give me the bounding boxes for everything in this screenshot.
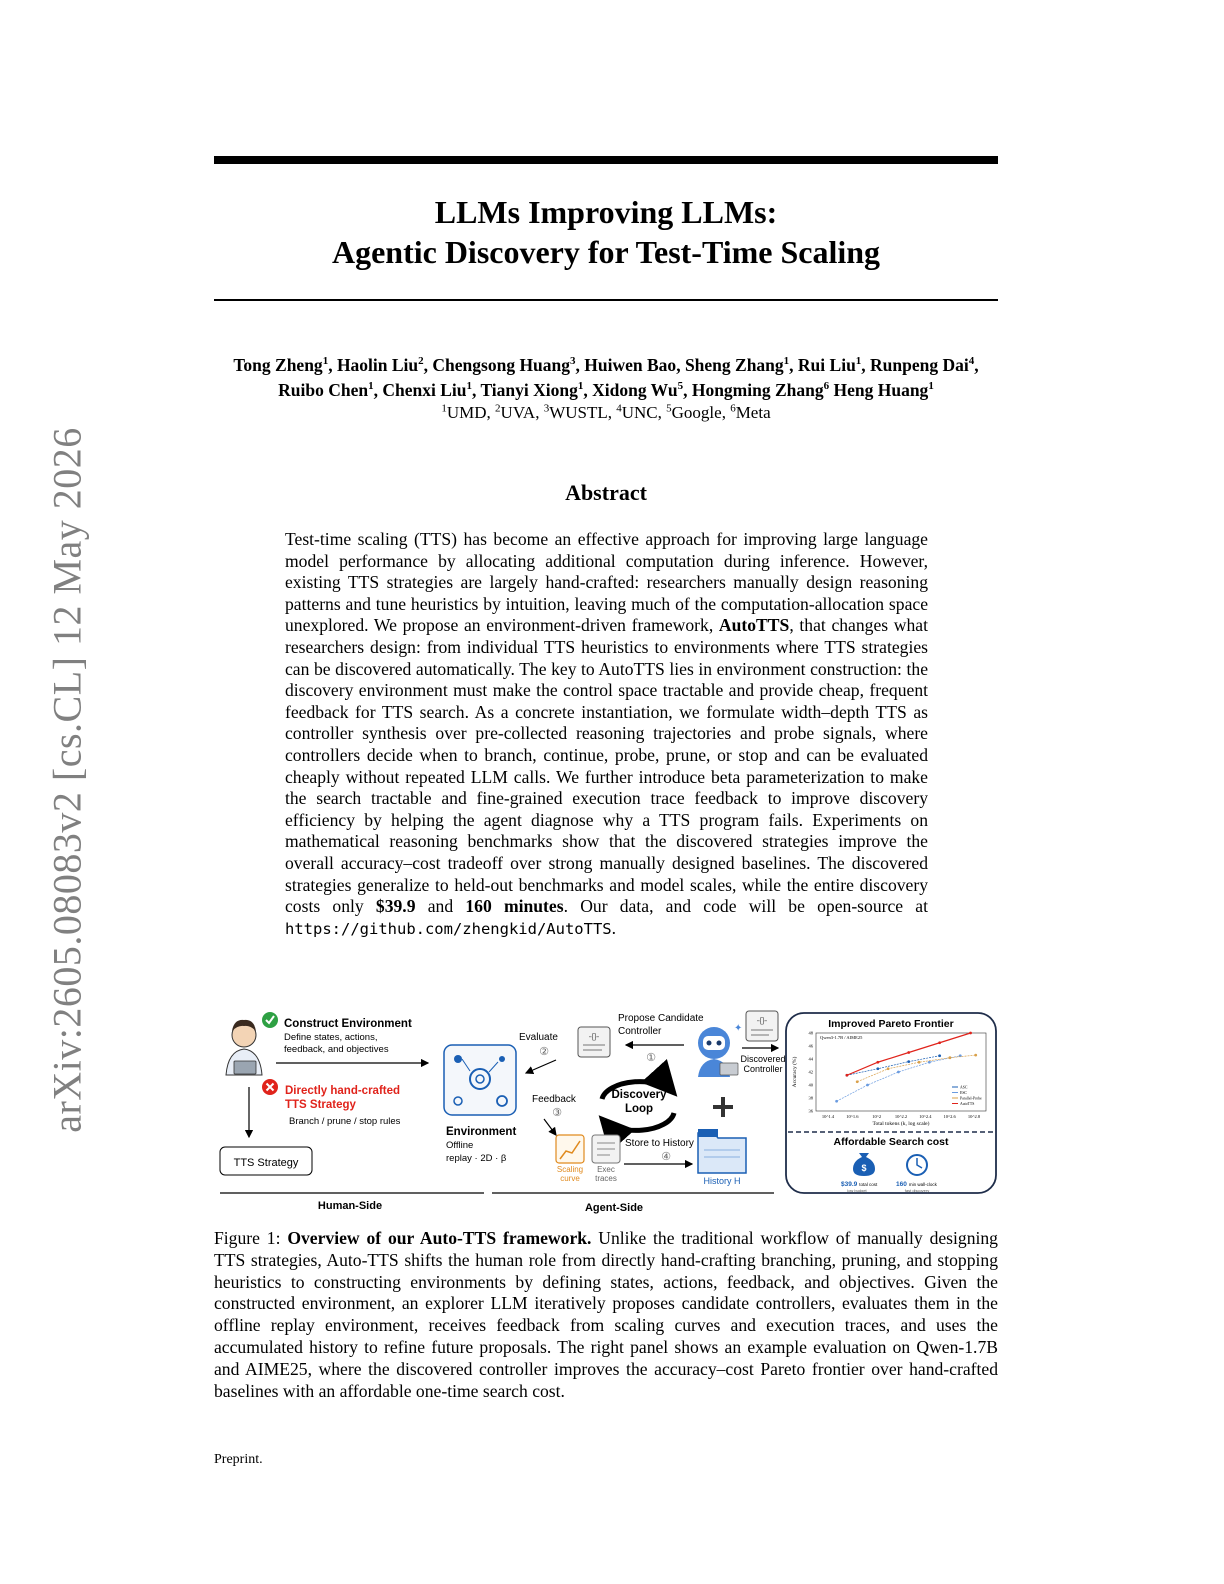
author-name: Huiwen Bao	[584, 355, 677, 375]
chart-data-point	[938, 1041, 941, 1044]
author-name: Sheng Zhang	[684, 355, 784, 375]
author-affiliation-marker: 1	[368, 380, 374, 393]
author-list: Tong Zheng$^1$, Haolin Liu$^2$, Chengsong Huang$^3$, Huiwen Bao, Sheng Zhang$^1$, Rui Liu$^1$, Runpeng Dai$^4$, Ruibo Chen$^1$, Chenxi Liu$^1$, Tianyi Xiong$^1$, Xidong Wu$^5$, Hongming Zhang$^6$ Heng Huang$^1$	[233, 355, 979, 400]
chart-data-point	[846, 1074, 849, 1077]
discovery-loop-label-1: Discovery	[611, 1089, 667, 1101]
chart-data-point	[974, 1054, 977, 1057]
evaluate-arrow	[526, 1060, 556, 1073]
author-affiliation-marker: 1	[855, 355, 862, 368]
paper-title	[214, 192, 998, 272]
environment-sub-2: replay · 2D · β	[446, 1153, 507, 1164]
chart-legend-label: AutoTTS	[960, 1102, 975, 1106]
abstract-heading: Abstract	[565, 480, 647, 505]
handcrafted-line-2: TTS Strategy	[285, 1099, 356, 1111]
time-sub: fast discovery	[904, 1188, 930, 1193]
abstract-text: Test-time scaling (TTS) has become an effective approach for improving large language model performance by allocating additional computation during inference. However, existing TTS strategies are largely hand-crafted: researchers manually design reasoning patterns and tune heuristics by intuition, leaving much of the computation-allocation space unexplored. We propose an environment-driven framework,	[285, 529, 928, 636]
author-affiliation-marker: 1	[322, 355, 329, 368]
discovered-label-1: Discovered	[740, 1054, 786, 1064]
chart-ytick-label: 38	[808, 1095, 813, 1101]
candidate-code-icon	[578, 1027, 610, 1057]
affiliation-number: 2	[495, 402, 501, 415]
abstract-body	[285, 529, 928, 940]
chart-data-point	[866, 1084, 869, 1087]
author-affiliation-marker: 5	[677, 380, 684, 393]
affiliation-number: 3	[543, 402, 550, 415]
author-name: Chengsong Huang	[432, 355, 571, 375]
cross-icon	[262, 1079, 278, 1095]
chart-ytick-label: 40	[808, 1082, 813, 1088]
author-affiliation-marker: 6	[823, 380, 830, 393]
cost-emphasis: $39.9	[375, 896, 416, 917]
github-link[interactable]: https://github.com/zhengkid/AutoTTS	[285, 919, 612, 938]
history-label: History H	[703, 1176, 741, 1186]
chart-ytick-label: 36	[808, 1108, 813, 1114]
chart-data-point	[918, 1061, 921, 1064]
cost-line	[841, 1181, 878, 1188]
researcher-avatar-icon	[226, 1020, 262, 1075]
caption-bold: Overview of our Auto-TTS framework.	[287, 1228, 592, 1248]
step-2-marker: ②	[539, 1046, 549, 1058]
construct-env-sub-2: feedback, and objectives	[284, 1044, 389, 1055]
affiliation-list: $^1$UMD, $^2$UVA, $^3$WUSTL, $^4$UNC, $^5$Google, $^6$Meta	[441, 402, 771, 422]
affiliation-name: UMD	[446, 403, 487, 422]
author-affiliation-marker: 1	[783, 355, 790, 368]
chart-xlabel: Total tokens (k, log scale)	[872, 1121, 930, 1127]
clock-icon	[907, 1155, 927, 1175]
chart-xtick-label: 10^2.2	[894, 1114, 908, 1119]
exec-traces-label-1: Exec	[597, 1165, 615, 1174]
author-affiliation-marker: 1	[466, 380, 473, 393]
figure-1	[214, 1005, 998, 1220]
author-name: Xidong Wu	[592, 380, 678, 400]
footer-preprint: Preprint.	[214, 1452, 263, 1467]
author-name: Tong Zheng	[233, 355, 323, 375]
figure-caption	[214, 1228, 998, 1402]
author-affiliation-marker: 2	[418, 355, 424, 368]
title-bottom-rule	[214, 299, 998, 301]
environment-icon	[444, 1045, 516, 1115]
scaling-curve-label-2: curve	[560, 1174, 580, 1183]
affiliation-name: WUSTL	[549, 403, 608, 422]
svg-text:$: $	[861, 1163, 867, 1173]
chart-ylabel: Accuracy (%)	[792, 1056, 798, 1088]
construct-env-title: Construct Environment	[284, 1018, 412, 1030]
time-line	[896, 1181, 938, 1188]
discovered-label-2: Controller	[743, 1064, 783, 1074]
handcrafted-line-1: Directly hand-crafted	[285, 1085, 401, 1097]
chart-data-point	[897, 1071, 900, 1074]
figure-1-diagram	[214, 1005, 998, 1220]
chart-legend-label: ASC	[960, 1085, 968, 1090]
chart-data-point	[969, 1032, 972, 1035]
chart-legend-label: ESC	[960, 1091, 967, 1095]
chart-data-point	[887, 1067, 890, 1070]
affiliation-name: Google	[671, 403, 722, 422]
author-name: Ruibo Chen	[278, 380, 369, 400]
affiliation-number: 6	[730, 402, 736, 415]
tts-strategy-label: TTS Strategy	[233, 1157, 299, 1169]
author-name: Tianyi Xiong	[480, 380, 578, 400]
exec-traces-label-2: traces	[595, 1174, 617, 1183]
plus-icon	[713, 1097, 733, 1117]
chart-data-point	[907, 1051, 910, 1054]
environment-title: Environment	[446, 1126, 517, 1138]
step-3-marker: ③	[552, 1107, 562, 1119]
author-affiliation-marker: 1	[577, 380, 584, 393]
author-affiliation-marker: 1	[928, 380, 934, 393]
chart-legend-label: Parallel-Probe	[960, 1096, 982, 1101]
store-history-label: Store to History	[625, 1138, 694, 1149]
exec-traces-icon	[592, 1135, 620, 1163]
author-affiliation-marker: 3	[570, 355, 576, 368]
svg-text:✦: ✦	[734, 1023, 743, 1034]
affiliation-name: UNC	[621, 403, 658, 422]
chart-data-point	[876, 1061, 879, 1064]
chart-ytick-label: 42	[808, 1069, 813, 1075]
chart-data-point	[928, 1061, 931, 1064]
title-line-2: Agentic Discovery for Test-Time Scaling	[331, 234, 881, 270]
chart-xtick-label: 10^2.8	[967, 1114, 981, 1119]
robot-agent-icon	[698, 1023, 742, 1077]
author-name: Rui Liu	[797, 355, 856, 375]
caption-text: Unlike the traditional workflow of manually designing TTS strategies, Auto-TTS shifts the human role from directly hand-crafting branching, pruning, and stopping heuristics to constructing environments by defining states, actions, feedback, and objectives. Given the constructed environment, an explorer LLM iteratively proposes candidate controllers, evaluates them in the offline replay environment, receives feedback from scaling curves and execution traces, and uses the accumulated history to refine future proposals. The right panel shows an example evaluation on Qwen-1.7B and AIME25, where the discovered controller improves the accuracy–cost Pareto frontier over hand-crafted baselines with an affordable one-time search cost.	[214, 1228, 998, 1401]
title-top-rule	[214, 156, 998, 164]
cost-sub: low budget	[847, 1188, 867, 1193]
step-1-marker: ①	[646, 1052, 656, 1064]
time-value: 160	[896, 1181, 907, 1188]
time-emphasis: 160 minutes	[465, 896, 564, 917]
autotts-emphasis: AutoTTS	[718, 615, 790, 636]
caption-label: Figure 1:	[214, 1228, 288, 1248]
abstract-text: . Our data, and code will be open-source at	[563, 896, 929, 917]
cost-label: total cost	[859, 1182, 878, 1187]
construct-env-sub-1: Define states, actions,	[284, 1032, 378, 1043]
author-name: Haolin Liu	[336, 355, 419, 375]
scaling-curve-label-1: Scaling	[556, 1165, 584, 1174]
affiliation-number: 1	[441, 402, 447, 415]
abstract-text: .	[611, 917, 617, 938]
chart-data-point	[835, 1100, 838, 1103]
chart-data-point	[856, 1080, 859, 1083]
svg-text:-{}-: -{}-	[588, 1032, 600, 1041]
chart-xtick-label: 10^2.4	[919, 1114, 932, 1119]
chart-data-point	[876, 1067, 879, 1070]
author-name: Heng Huang	[833, 380, 929, 400]
chart-xtick-label: 10^1.4	[821, 1114, 835, 1119]
environment-sub-1: Offline	[446, 1140, 474, 1151]
abstract-text: , that changes what researchers design: from individual TTS heuristics to environments where TTS strategies can be discovered automatically. The key to AutoTTS lies in environment construction: the discovery environment must make the control space tractable and provide cheap, frequent feedback for TTS search. As a concrete instantiation, we formulate width–depth TTS as controller synthesis over pre-collected reasoning trajectories and probe signals, where controllers decide when to branch, continue, probe, prune, or stop and can be evaluated cheaply without repeated LLM calls. We further introduce beta parameterization to make the search tractable and fine-grained execution trace feedback to improve discovery efficiency by helping the agent diagnose why a TTS program fails. Experiments on mathematical reasoning benchmarks show that the discovered strategies improve the overall accuracy–cost tradeoff over strong manually designed baselines. The discovered strategies generalize to held-out benchmarks and model scales, while the entire discovery costs only	[285, 615, 928, 917]
propose-label-1: Propose Candidate	[618, 1013, 704, 1024]
evaluate-label: Evaluate	[519, 1032, 558, 1043]
abstract-text: and	[415, 896, 466, 917]
feedback-label: Feedback	[532, 1094, 576, 1105]
author-name: Chenxi Liu	[382, 380, 467, 400]
author-name: Runpeng Dai	[870, 355, 969, 375]
feedback-arrow	[544, 1119, 556, 1135]
title-line-1: LLMs Improving LLMs:	[434, 194, 778, 230]
chart-data-point	[938, 1054, 941, 1057]
handcrafted-sub: Branch / prune / stop rules	[289, 1116, 401, 1127]
discovery-loop-label-2: Loop	[624, 1103, 654, 1115]
author-affiliation-marker: 4	[968, 355, 975, 368]
step-4-marker: ④	[661, 1151, 671, 1163]
discovered-controller-icon	[746, 1011, 778, 1041]
propose-label-2: Controller	[618, 1026, 662, 1037]
chart-ytick-label: 44	[808, 1056, 813, 1062]
chart-ytick-label: 48	[808, 1030, 813, 1036]
affiliation-name: Meta	[735, 403, 771, 422]
cost-value: $39.9	[841, 1181, 858, 1188]
chart-xtick-label: 10^1.6	[846, 1114, 859, 1119]
time-label: min wall-clock	[908, 1182, 937, 1187]
affiliation-number: 4	[616, 402, 622, 415]
chart-xtick-label: 10^2	[872, 1114, 882, 1119]
check-icon	[262, 1012, 278, 1028]
history-folder-icon	[698, 1129, 746, 1173]
pareto-title: Improved Pareto Frontier	[828, 1018, 954, 1030]
agent-side-label: Agent-Side	[584, 1202, 644, 1214]
chart-ytick-label: 46	[808, 1043, 813, 1049]
afford-title: Affordable Search cost	[833, 1136, 949, 1148]
affiliation-number: 5	[666, 402, 672, 415]
author-name: Hongming Zhang	[691, 380, 824, 400]
scaling-curve-icon	[556, 1135, 584, 1163]
arxiv-id: arXiv:2605.08083v2 [cs.CL] 12 May 2026	[44, 427, 90, 1133]
chart-data-point	[949, 1056, 952, 1059]
human-side-label: Human-Side	[317, 1200, 383, 1212]
chart-xtick-label: 10^2.6	[943, 1114, 956, 1119]
arxiv-sidebar	[22, 420, 112, 1140]
affiliation-name: UVA	[500, 403, 536, 422]
svg-text:-{}-: -{}-	[756, 1016, 768, 1025]
chart-subtitle: Qwen3-1.7B / AIME25	[820, 1035, 863, 1040]
chart-data-point	[907, 1060, 910, 1063]
